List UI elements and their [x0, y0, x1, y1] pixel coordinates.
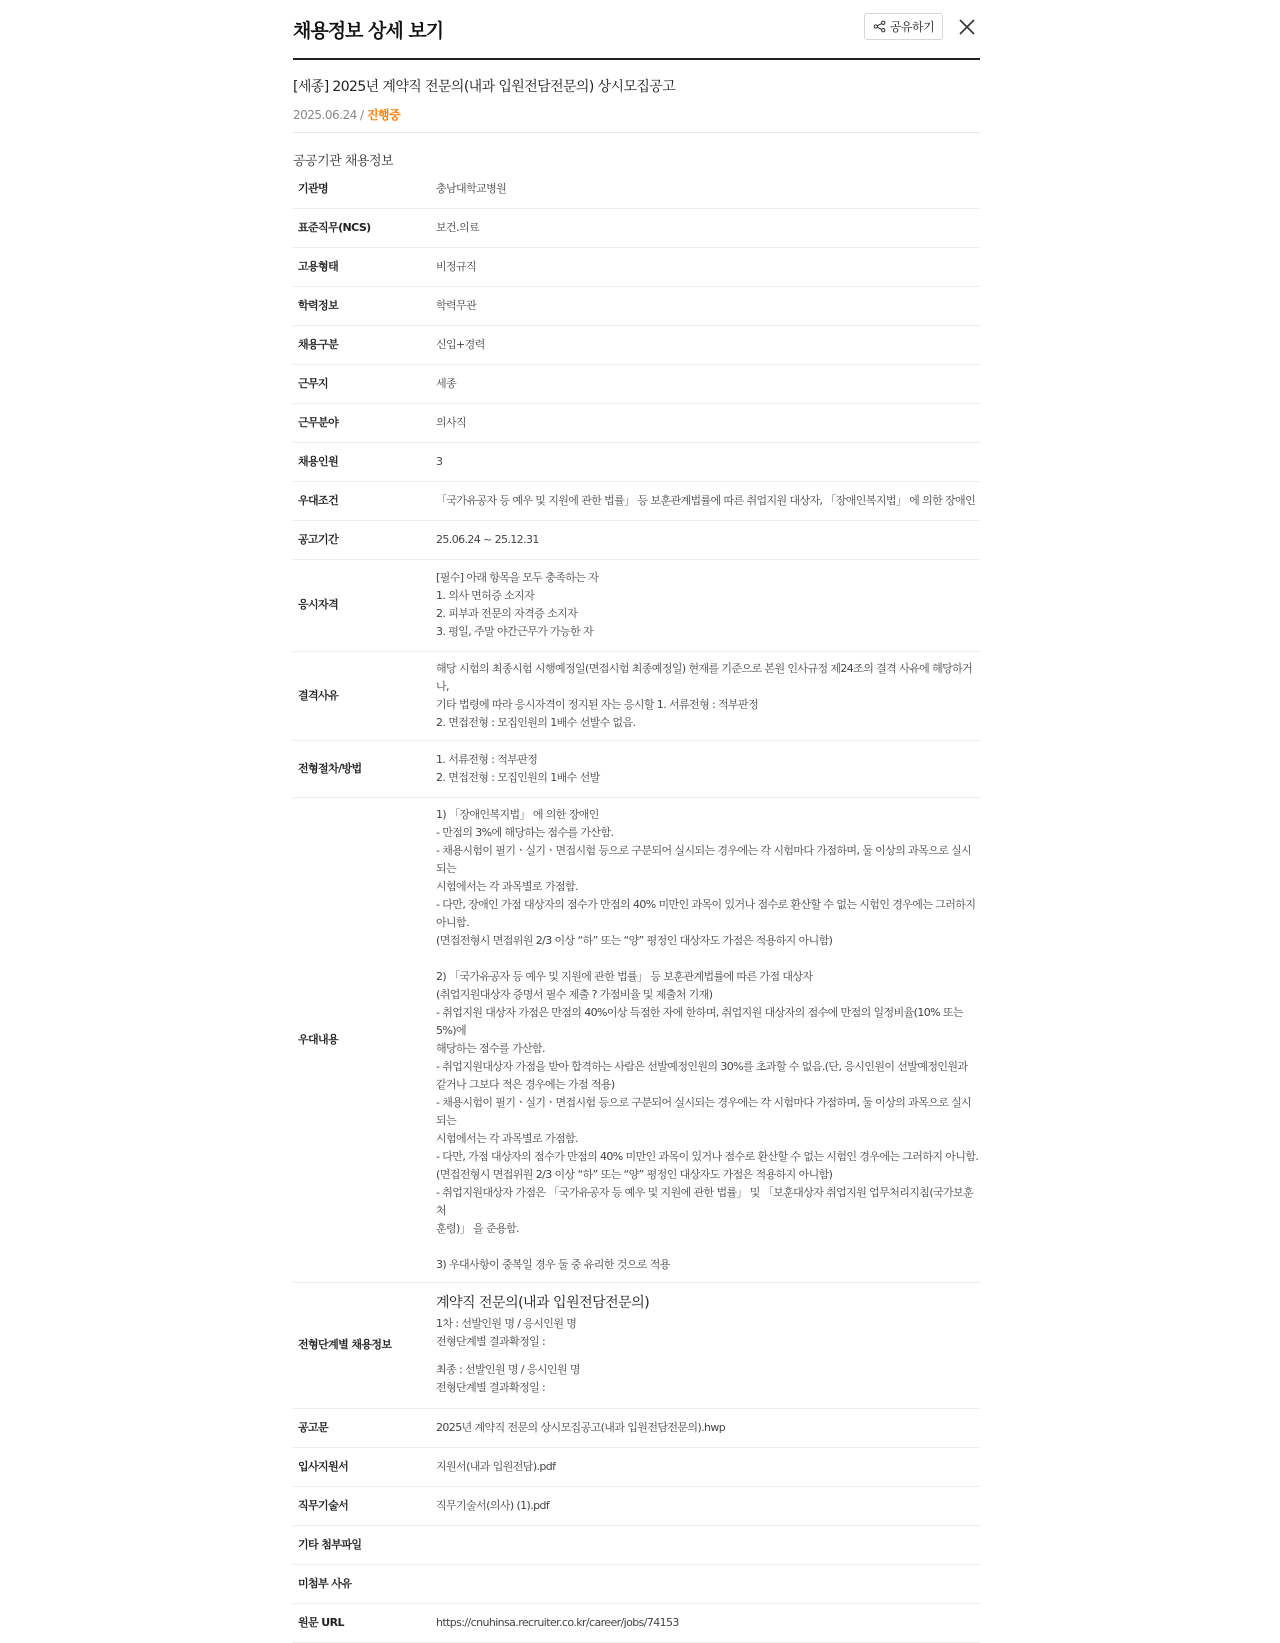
row-label: 직무기술서 — [293, 1486, 436, 1525]
row-job-description-file — [293, 1486, 980, 1525]
row-label: 우대내용 — [293, 797, 436, 1282]
row-label: 공고기간 — [293, 520, 436, 559]
row-employment-type — [293, 247, 980, 286]
row-period — [293, 520, 980, 559]
section-title: 공공기관 채용정보 — [293, 154, 394, 169]
file-link[interactable]: 지원서(내과 입원전담).pdf — [436, 1447, 980, 1486]
panel-header — [293, 0, 980, 60]
row-label: 기관명 — [293, 170, 436, 208]
share-label: 공유하기 — [889, 20, 935, 34]
page-title: 채용정보 상세 보기 — [293, 20, 444, 42]
meta-separator: / — [356, 108, 367, 122]
row-value — [436, 1282, 980, 1408]
row-stage-info — [293, 1282, 980, 1408]
row-value — [436, 1525, 980, 1564]
row-label: 기타 첨부파일 — [293, 1525, 436, 1564]
row-label: 학력정보 — [293, 286, 436, 325]
row-label: 전형단계별 채용정보 — [293, 1282, 436, 1408]
row-source-url — [293, 1603, 980, 1642]
row-other-attachments — [293, 1525, 980, 1564]
row-qualification — [293, 559, 980, 651]
row-education — [293, 286, 980, 325]
job-detail-panel — [293, 0, 980, 1643]
info-table — [293, 170, 980, 1643]
row-application-file — [293, 1447, 980, 1486]
row-value: 세종 — [436, 364, 980, 403]
row-value: 「국가유공자 등 예우 및 지원에 관한 법률」 등 보훈관계법률에 따른 취업지원 대상자, 「장애인복지법」 에 의한 장애인 — [436, 481, 980, 520]
row-label: 공고문 — [293, 1408, 436, 1447]
row-notice-file — [293, 1408, 980, 1447]
row-label: 고용형태 — [293, 247, 436, 286]
row-value: 1. 서류전형 : 적부판정 2. 면접전형 : 모집인원의 1배수 선발 — [436, 740, 980, 797]
post-date: 2025.06.24 — [293, 108, 357, 122]
row-value: 1) 「장애인복지법」 에 의한 장애인 - 만점의 3%에 해당하는 점수를 가산함. - 채용시험이 필기ㆍ실기ㆍ면접시험 등으로 구분되어 실시되는 경우에는 각 시험마다 가점하며, 둘 이상의 과목으로 실시되는 시험에서는 각 과목별로 가점함. - 다만, 장애인 가점 대상자의 점수가 만점의 40% 미만인 과목이 있거나 점수로 환산할 수 없는 시험인 경우에는 그러하지 아니함. (면접전형시 면접위원 2/3 이상 “하” 또는 “양” 평정인 대상자도 가점은 적용하지 아니함) 2) 「국가유공자 등 예우 및 지원에 관한 법률」 등 보훈관계법률에 따른 가점 대상자 (취업지원대상자 증명서 필수 제출 ? 가점비율 및 제출처 기재) - 취업지원 대상자 가점은 만점의 40%이상 득점한 자에 한하며, 취업지원 대상자의 점수에 만점의 일정비율(10% 또는 5%)에 해당하는 점수를 가산함. - 취업지원대상자 가점을 받아 합격하는 사람은 선발예정인원의 30%를 초과할 수 없음.(단, 응시인원이 선발예정인원과 같거나 그보다 적은 경우에는 가점 적용) - 채용시험이 필기ㆍ실기ㆍ면접시험 등으로 구분되어 실시되는 경우에는 각 시험마다 가점하며, 둘 이상의 과목으로 실시되는 시험에서는 각 과목별로 가점함. - 다만, 가점 대상자의 점수가 만점의 40% 미만인 과목이 있거나 점수로 환산할 수 없는 시험인 경우에는 그러하지 아니함. (면접전형시 면접위원 2/3 이상 “하” 또는 “양” 평정인 대상자도 가점은 적용하지 아니함) - 취업지원대상자 가점은 「국가유공자 등 예우 및 지원에 관한 법률」 및 「보훈대상자 취업지원 업무처리지침(국가보훈처 훈령)」 을 준용함. 3) 우대사항이 중복일 경우 둘 중 유리한 것으로 적용 — [436, 797, 980, 1282]
row-missing-reason — [293, 1564, 980, 1603]
row-institution — [293, 170, 980, 208]
row-value: 25.06.24 ~ 25.12.31 — [436, 520, 980, 559]
row-label: 전형절차/방법 — [293, 740, 436, 797]
row-field — [293, 403, 980, 442]
row-value: 해당 시험의 최종시험 시행예정일(면접시험 최종예정일) 현재를 기준으로 본원 인사규정 제24조의 결격 사유에 해당하거나, 기타 법령에 따라 응시자격이 정지된 자는 응시할 1. 서류전형 : 적부판정 2. 면접전형 : 모집인원의 1배수 선발수 없음. — [436, 651, 980, 740]
row-label: 표준직무(NCS) — [293, 208, 436, 247]
stage-gap — [436, 1351, 980, 1361]
row-value: 충남대학교병원 — [436, 170, 980, 208]
row-label: 채용구분 — [293, 325, 436, 364]
stage-title: 계약직 전문의(내과 입원전담전문의) — [436, 1295, 650, 1311]
row-value: 신입+경력 — [436, 325, 980, 364]
row-value: 보건.의료 — [436, 208, 980, 247]
row-hiring-category — [293, 325, 980, 364]
job-heading — [293, 60, 980, 133]
file-link[interactable]: 직무기술서(의사) (1).pdf — [436, 1486, 980, 1525]
row-preference — [293, 481, 980, 520]
row-ncs — [293, 208, 980, 247]
job-meta — [293, 106, 980, 123]
row-value: 비정규직 — [436, 247, 980, 286]
row-label: 근무지 — [293, 364, 436, 403]
row-value: 학력무관 — [436, 286, 980, 325]
row-procedure — [293, 740, 980, 797]
share-button[interactable] — [864, 13, 943, 40]
row-location — [293, 364, 980, 403]
row-label: 우대조건 — [293, 481, 436, 520]
row-label: 근무분야 — [293, 403, 436, 442]
row-label: 결격사유 — [293, 651, 436, 740]
status-badge: 진행중 — [366, 108, 401, 122]
row-value: 3 — [436, 442, 980, 481]
row-label: 응시자격 — [293, 559, 436, 651]
row-disqualification — [293, 651, 980, 740]
row-label: 채용인원 — [293, 442, 436, 481]
row-value: 의사직 — [436, 403, 980, 442]
job-title: [세종] 2025년 계약직 전문의(내과 입원전담전문의) 상시모집공고 — [293, 79, 676, 95]
row-value — [436, 1564, 980, 1603]
stage-final: 최종 : 선발인원 명 / 응시인원 명 전형단계별 결과확정일 : — [436, 1363, 580, 1394]
row-label: 원문 URL — [293, 1603, 436, 1642]
close-icon[interactable] — [957, 17, 977, 37]
stage-first: 1차 : 선발인원 명 / 응시인원 명 전형단계별 결과확정일 : — [436, 1317, 577, 1348]
row-label: 미첨부 사유 — [293, 1564, 436, 1603]
row-value: [필수] 아래 항목을 모두 충족하는 자 1. 의사 면허증 소지자 2. 피부과 전문의 자격증 소지자 3. 평일, 주말 야간근무가 가능한 자 — [436, 559, 980, 651]
row-label: 입사지원서 — [293, 1447, 436, 1486]
file-link[interactable]: 2025년 계약직 전문의 상시모집공고(내과 입원전담전문의).hwp — [436, 1408, 980, 1447]
source-url-link[interactable]: https://cnuhinsa.recruiter.co.kr/career/jobs/74153 — [436, 1603, 980, 1642]
row-preference-details — [293, 797, 980, 1282]
share-icon — [873, 20, 886, 33]
row-headcount — [293, 442, 980, 481]
